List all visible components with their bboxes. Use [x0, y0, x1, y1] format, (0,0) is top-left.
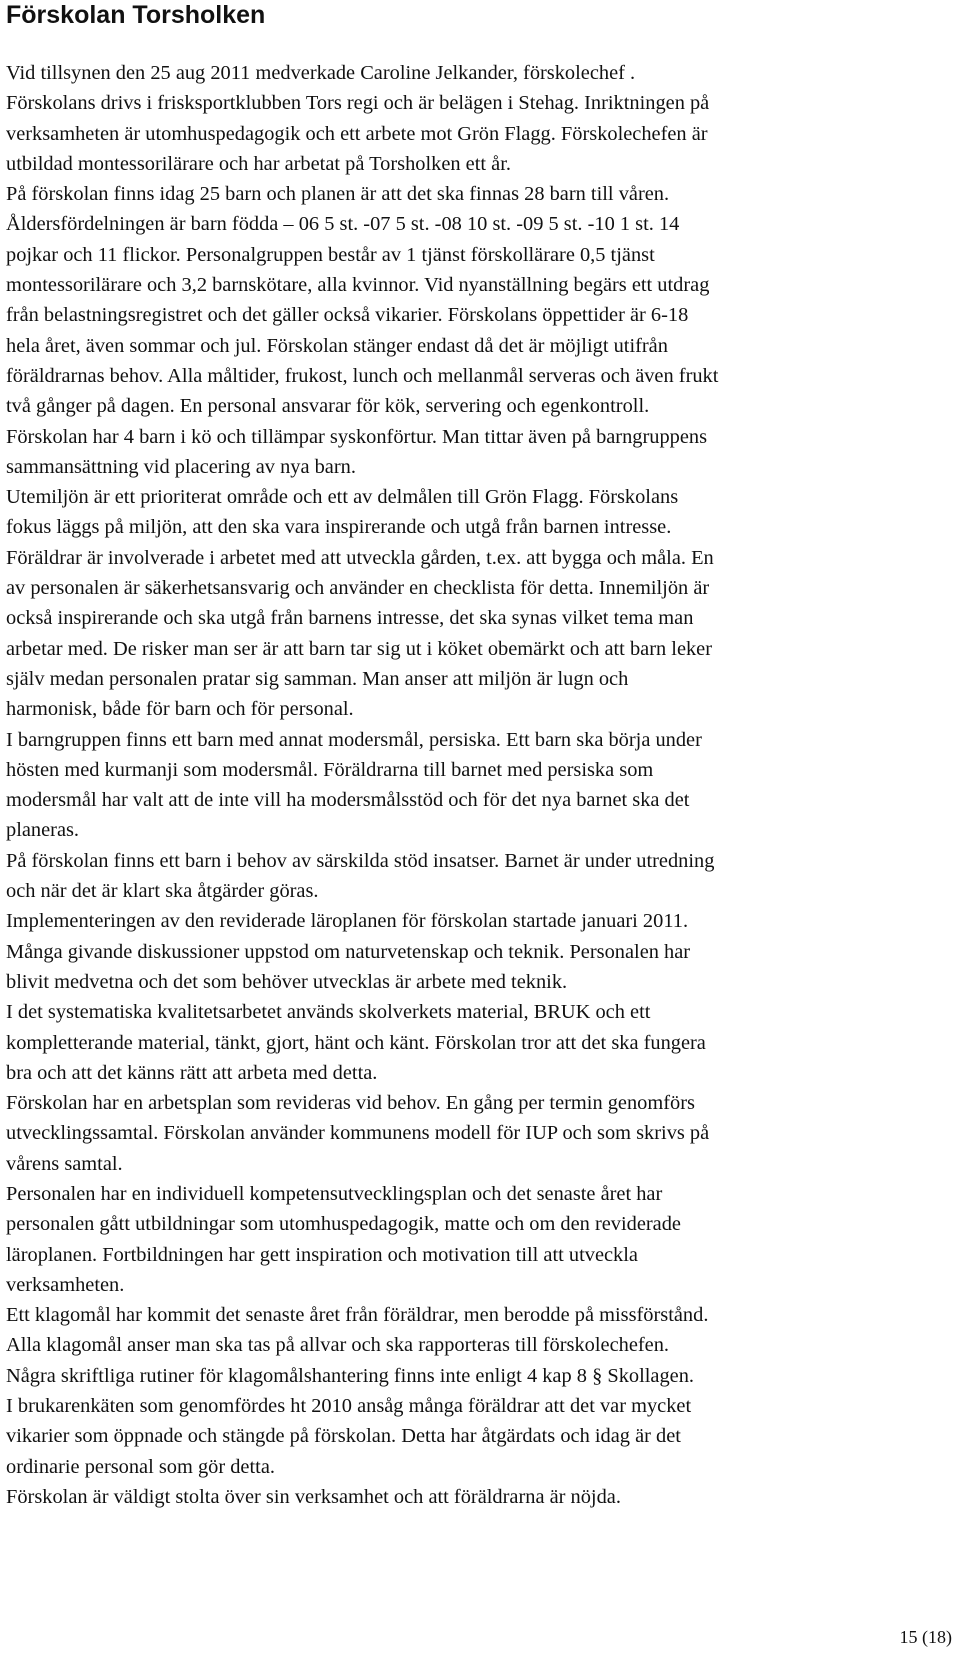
text-line: Utemiljön är ett prioriterat område och ett av delmålen till Grön Flagg. Förskolans [6, 486, 679, 509]
text-line: utvecklingssamtal. Förskolan använder kommunens modell för IUP och som skrivs på [6, 1122, 710, 1145]
text-line: Ett klagomål har kommit det senaste året från föräldrar, men berodde på missförstånd. [6, 1304, 709, 1327]
text-line: Implementeringen av den reviderade läroplanen för förskolan startade januari 2011. [6, 910, 689, 933]
text-line: Alla klagomål anser man ska tas på allvar och ska rapporteras till förskolechefen. [6, 1334, 670, 1357]
text-line: själv medan personalen pratar sig samman. Man anser att miljön är lugn och [6, 667, 629, 690]
text-line: I brukarenkäten som genomfördes ht 2010 ansåg många föräldrar att det var mycket [6, 1395, 692, 1418]
text-line: Förskolan är väldigt stolta över sin verksamhet och att föräldrarna är nöjda. [6, 1485, 621, 1508]
text-line: Föräldrar är involverade i arbetet med att utveckla gården, t.ex. att bygga och måla. En [6, 546, 714, 569]
text-line: Förskolan har 4 barn i kö och tillämpar syskonförtur. Man tittar även på barngruppens [6, 425, 708, 448]
text-line: modersmål har valt att de inte vill ha modersmålsstöd och för det nya barnet ska det [6, 789, 690, 812]
text-line: vårens samtal. [6, 1152, 123, 1175]
text-line: läroplanen. Fortbildningen har gett inspiration och motivation till att utveckla [6, 1243, 638, 1266]
text-line: hela året, även sommar och jul. Förskolan stänger endast då det är möjligt utifrån [6, 334, 668, 357]
document-title: Förskolan Torsholken [6, 1, 266, 29]
text-line: Förskolans drivs i frisksportklubben Tors regi och är belägen i Stehag. Inriktningen på [6, 92, 710, 115]
text-line: Åldersfördelningen är barn födda – 06 5 st. -07 5 st. -08 10 st. -09 5 st. -10 1 st. 14 [6, 213, 680, 236]
text-line: kompletterande material, tänkt, gjort, hänt och känt. Förskolan tror att det ska fungera [6, 1031, 706, 1054]
text-line: av personalen är säkerhetsansvarig och använder en checklista för detta. Innemiljön är [6, 577, 710, 600]
text-line: sammansättning vid placering av nya barn. [6, 455, 356, 478]
text-line: På förskolan finns idag 25 barn och planen är att det ska finnas 28 barn till våren. [6, 183, 670, 206]
text-line: montessorilärare och 3,2 barnskötare, alla kvinnor. Vid nyanställning begärs ett utdrag [6, 274, 710, 297]
text-line: utbildad montessorilärare och har arbetat på Torsholken ett år. [6, 152, 511, 175]
text-line: två gånger på dagen. En personal ansvarar för kök, servering och egenkontroll. [6, 395, 650, 418]
text-line: föräldrarnas behov. Alla måltider, frukost, lunch och mellanmål serveras och även frukt [6, 364, 719, 387]
text-line: från belastningsregistret och det gäller också vikarier. Förskolans öppettider är 6-18 [6, 304, 689, 327]
text-line: Personalen har en individuell kompetensutvecklingsplan och det senaste året har [6, 1182, 663, 1205]
text-line: blivit medvetna och det som behöver utvecklas är arbete med teknik. [6, 970, 568, 993]
text-line: verksamheten är utomhuspedagogik och ett arbete mot Grön Flagg. Förskolechefen är [6, 122, 708, 145]
text-line: ordinarie personal som gör detta. [6, 1455, 275, 1478]
text-line: och när det är klart ska åtgärder göras. [6, 880, 319, 903]
text-line: vikarier som öppnade och stängde på förskolan. Detta har åtgärdats och idag är det [6, 1425, 681, 1448]
text-line: På förskolan finns ett barn i behov av särskilda stöd insatser. Barnet är under utredning [6, 849, 715, 872]
text-line: planeras. [6, 819, 80, 842]
text-line: fokus läggs på miljön, att den ska vara inspirerande och utgå från barnen intresse. [6, 516, 672, 539]
text-line: Många givande diskussioner uppstod om naturvetenskap och teknik. Personalen har [6, 940, 691, 963]
text-line: bra och att det känns rätt att arbeta med detta. [6, 1061, 378, 1084]
text-line: Vid tillsynen den 25 aug 2011 medverkade Caroline Jelkander, förskolechef . [6, 62, 636, 84]
text-line: verksamheten. [6, 1273, 125, 1296]
text-line: Några skriftliga rutiner för klagomålshantering finns inte enligt 4 kap 8 § Skollagen. [6, 1364, 695, 1387]
text-line: I det systematiska kvalitetsarbetet används skolverkets material, BRUK och ett [6, 1001, 651, 1024]
text-line: hösten med kurmanji som modersmål. Föräldrarna till barnet med persiska som [6, 758, 654, 781]
text-line: harmonisk, både för barn och för personal. [6, 698, 354, 721]
text-line: pojkar och 11 flickor. Personalgruppen består av 1 tjänst förskollärare 0,5 tjänst [6, 243, 655, 266]
text-line: Förskolan har en arbetsplan som revideras vid behov. En gång per termin genomförs [6, 1092, 695, 1115]
text-line: arbetar med. De risker man ser är att barn tar sig ut i köket obemärkt och att barn leker [6, 637, 713, 660]
text-line: också inspirerande och ska utgå från barnens intresse, det ska synas vilket tema man [6, 607, 694, 630]
text-line: personalen gått utbildningar som utomhuspedagogik, matte och om den reviderade [6, 1213, 681, 1236]
text-line: I barngruppen finns ett barn med annat modersmål, persiska. Ett barn ska börja under [6, 728, 702, 751]
document-body [6, 58, 951, 1512]
page-number: 15 (18) [899, 1627, 952, 1647]
